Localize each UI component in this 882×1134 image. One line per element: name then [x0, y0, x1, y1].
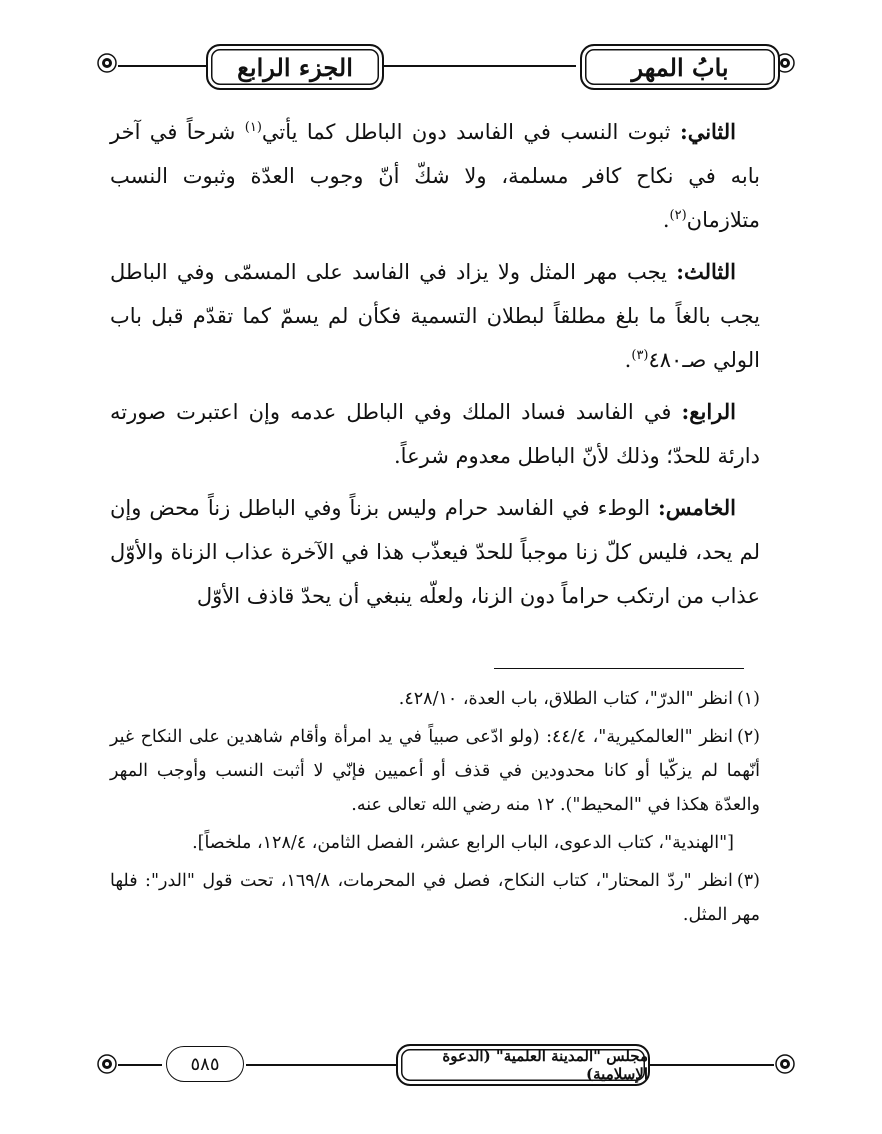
- paragraph-lead: الثالث:: [676, 259, 737, 284]
- paragraph-end: .: [624, 348, 632, 372]
- paragraph-text: يجب مهر المثل ولا يزاد في الفاسد على المسمّى وفي الباطل يجب بالغاً ما بلغ مطلقاً لبطلان التسمية فكأن لم يسمّ كما تقدّم قبل باب الولي صـ٤٨٠: [110, 260, 760, 372]
- header-rule-left: [118, 65, 206, 67]
- paragraph-third: [110, 250, 760, 382]
- paragraph-lead: الخامس:: [658, 495, 736, 520]
- footnote-2: [110, 720, 760, 822]
- footnote-number: (١): [736, 689, 760, 709]
- footnote-ref[interactable]: (٣): [631, 348, 649, 363]
- paragraph-lead: الثاني:: [679, 119, 737, 144]
- paragraph-text: ثبوت النسب في الفاسد دون الباطل كما يأتي: [261, 120, 671, 144]
- paragraph-text: شرحاً في آخر بابه في نكاح كافر مسلمة، ولا شكّ أنّ وجوب العدّة وثبوت النسب متلازمان: [110, 120, 760, 232]
- paragraph-text: في الفاسد فساد الملك وفي الباطل عدمه وإن اعتبرت صورته دارئة للحدّ؛ وذلك لأنّ الباطل معدوم شرعاً.: [110, 400, 760, 468]
- footnote-text: انظر "العالمكيرية"، ٤٤/٤: (ولو ادّعى صبياً في يد امرأة وأقام شاهدين على النكاح غير أنّهما لم يزكّيا أو كانا محدودين في قذف أو أعميين فإنّي لا أثبت النسب وأوجب المهر والعدّة هكذا في "المحيط"). ١٢ منه رضي الله تعالى عنه.: [110, 727, 760, 815]
- paragraph-fourth: [110, 390, 760, 478]
- paragraph-end: .: [662, 208, 670, 232]
- footnote-3: [110, 864, 760, 932]
- footnote-1: [110, 682, 760, 716]
- footnote-separator: [494, 668, 744, 669]
- footnote-number: (٢): [736, 727, 760, 747]
- footnote-text: ["الهندية"، كتاب الدعوى، الباب الرابع عشر، الفصل الثامن، ١٢٨/٤، ملخصاً].: [192, 833, 734, 853]
- footnote-ref[interactable]: (١): [244, 120, 262, 135]
- page-number: ٥٨٥: [166, 1046, 244, 1082]
- footnote-number: (٣): [736, 871, 760, 891]
- paragraph-fifth: [110, 486, 760, 618]
- footer-rule-left: [118, 1064, 162, 1066]
- chapter-title: بابُ المهر: [580, 44, 780, 90]
- publisher-name: مجلس "المدينة العلمية" (الدعوة الإسلامية): [396, 1044, 650, 1086]
- footnote-text: انظر "الدرّ"، كتاب الطلاق، باب العدة، ٤٢٨/١٠.: [398, 689, 733, 709]
- paragraph-lead: الرابع:: [681, 399, 736, 424]
- ornament-icon: [774, 1053, 796, 1075]
- footnotes: [110, 682, 760, 936]
- ornament-icon: [96, 52, 118, 74]
- page-header: [96, 38, 796, 94]
- part-title: الجزء الرابع: [206, 44, 384, 90]
- paragraph-second: [110, 110, 760, 242]
- footnote-ref[interactable]: (٢): [669, 208, 687, 223]
- footnote-2-source: [110, 826, 760, 860]
- footnote-text: انظر "ردّ المحتار"، كتاب النكاح، فصل في المحرمات، ١٦٩/٨، تحت قول "الدر": فلها مهر المثل.: [110, 871, 760, 925]
- ornament-icon: [96, 1053, 118, 1075]
- paragraph-text: الوطء في الفاسد حرام وليس بزناً وفي الباطل زناً محض وإن لم يحد، فليس كلّ زنا موجباً للحدّ فيعذّب هذا في الآخرة عذاب الزناة والأوّل عذاب من ارتكب حراماً دون الزنا، ولعلّه ينبغي أن يحدّ قاذف الأوّل: [110, 496, 760, 608]
- page-footer: [96, 1040, 796, 1090]
- main-text: [110, 110, 760, 626]
